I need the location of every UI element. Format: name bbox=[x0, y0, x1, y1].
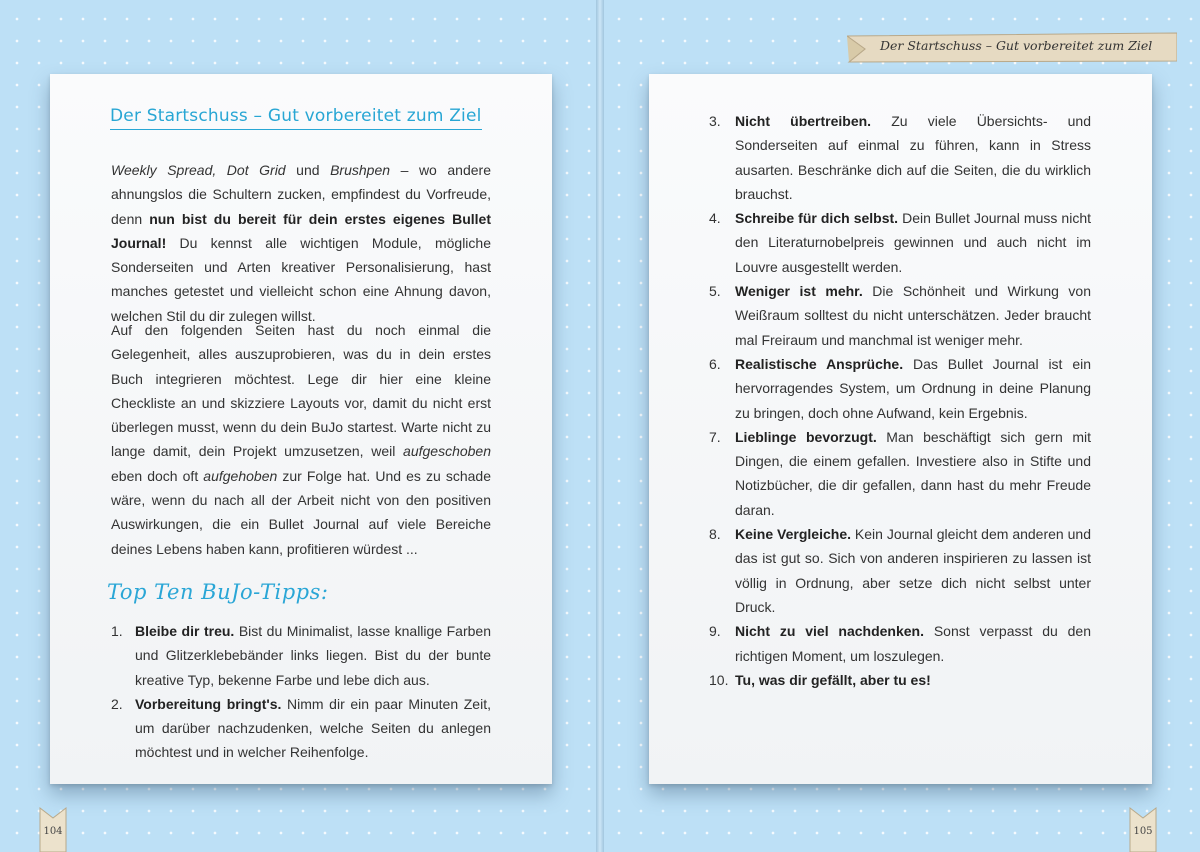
tip-title: Schreibe für dich selbst. bbox=[735, 210, 899, 227]
tip-number: 10. bbox=[709, 671, 729, 688]
para2-text-b: eben doch oft bbox=[111, 467, 204, 484]
tip-number: 2. bbox=[111, 695, 123, 712]
tip-title: Lieblinge bevorzugt. bbox=[735, 428, 877, 445]
tip-number: 6. bbox=[709, 355, 721, 372]
intro-paragraph bbox=[111, 158, 491, 328]
tip-title: Bleibe dir treu. bbox=[135, 623, 235, 639]
tip-text: Sonst verpasst du den richtigen Moment, um loszulegen. bbox=[735, 623, 1091, 664]
tips-heading: Top Ten BuJo-Tipps: bbox=[107, 580, 329, 604]
tip-title: Nicht übertreiben. bbox=[735, 113, 872, 129]
tips-list-left bbox=[111, 619, 491, 765]
tip-title: Tu, was dir gefällt, aber tu es! bbox=[735, 671, 931, 688]
intro-italic-brushpen: Brushpen bbox=[330, 162, 391, 178]
tip-number: 4. bbox=[709, 210, 721, 227]
page-title: Der Startschuss – Gut vorbereitet zum Ziel bbox=[110, 106, 482, 130]
tip-text: Zu viele Übersichts- und Sonderseiten auf einmal zu führen, kann in Stress ausarten. Beschränke dich auf die Seiten, die du wirklich brauchst. bbox=[735, 113, 1092, 202]
tip-number: 1. bbox=[111, 623, 123, 639]
intro-bold: nun bist du bereit für dein erstes eigenes Bullet Journal! bbox=[111, 210, 491, 251]
book-gutter bbox=[596, 0, 604, 852]
tip-number: 9. bbox=[709, 623, 721, 640]
tip-text: Dein Bullet Journal muss nicht den Literaturnobelpreis gewinnen und auch nicht im Louvre ausgestellt werden. bbox=[735, 210, 1091, 275]
list-item bbox=[111, 692, 491, 765]
intro-italic-lead: Weekly Spread, Dot Grid bbox=[111, 162, 286, 178]
intro-text-a: – wo andere ahnungslos die Schultern zucken, empfindest du Vorfreude, denn bbox=[111, 162, 491, 227]
list-item bbox=[709, 619, 1091, 668]
para2-text-a: Auf den folgenden Seiten hast du noch einmal die Gelegenheit, alles auszuprobieren, was du in dein erstes Buch integrieren möchtest. Lege dir hier eine kleine Checkliste an und skizziere Layouts vor, damit du nicht erst überlegen musst, wenn du dein BuJo startest. Warte nicht zu lange damit, dein Projekt umzusetzen, weil bbox=[111, 322, 491, 460]
list-item bbox=[709, 522, 1091, 619]
intro-text-b: Du kennst alle wichtigen Module, mögliche Sonderseiten und Arten kreativer Personalisierung, hast manches getestet und vielleicht schon eine Ahnung davon, welchen Stil du dir zulegen willst. bbox=[111, 234, 491, 324]
intro-und: und bbox=[285, 162, 331, 178]
para2-text-c: zur Folge hat. Und es zu schade wäre, wenn du nach all der Arbeit nicht von den positiven Auswirkungen, die ein Bullet Journal auf viele Bereiche deines Lebens haben kann, profitieren würdest ... bbox=[111, 467, 491, 557]
tip-number: 3. bbox=[709, 113, 721, 129]
tip-number: 7. bbox=[709, 428, 721, 445]
tip-text: Die Schönheit und Wirkung von Weißraum solltest du nicht unterschätzen. Jeder braucht mal Freiraum und manchmal ist weniger mehr. bbox=[735, 283, 1091, 348]
tip-text: Kein Journal gleicht dem anderen und das ist gut so. Sich von anderen inspirieren zu lassen ist völlig in Ordnung, aber setze dich nicht selbst unter Druck. bbox=[735, 526, 1091, 615]
para2-italic-1: aufgeschoben bbox=[403, 443, 491, 460]
list-item bbox=[111, 619, 491, 692]
tip-number: 5. bbox=[709, 283, 721, 300]
tip-number: 8. bbox=[709, 526, 721, 543]
page-number-left: 104 bbox=[43, 826, 63, 837]
tip-text: Das Bullet Journal ist ein hervorragendes System, um Ordnung in deine Planung zu bringen, doch ohne Aufwand, kein Ergebnis. bbox=[735, 355, 1092, 421]
tip-text: Man beschäftigt sich gern mit Dingen, die einem gefallen. Investiere also in Stifte und Notizbücher, die dir gefallen, dann hast du mehr Freude daran. bbox=[735, 428, 1091, 518]
list-item bbox=[709, 206, 1091, 279]
tips-list-right bbox=[709, 109, 1091, 692]
list-item bbox=[709, 425, 1091, 522]
tip-text: Bist du Minimalist, lasse knallige Farben und Glitzerklebebänder links liegen. Bist du der bunte kreative Typ, bekenne Farbe und lebe dich aus. bbox=[135, 623, 491, 688]
tip-title: Vorbereitung bringt's. bbox=[135, 695, 282, 712]
list-item bbox=[709, 279, 1091, 352]
list-item bbox=[709, 668, 1091, 692]
header-banner-title: Der Startschuss – Gut vorbereitet zum Ziel bbox=[880, 38, 1153, 53]
tip-title: Keine Vergleiche. bbox=[735, 526, 851, 543]
tip-title: Weniger ist mehr. bbox=[735, 283, 863, 300]
page-number-right: 105 bbox=[1133, 826, 1153, 837]
tip-text: Nimm dir ein paar Minuten Zeit, um darüber nachzudenken, welche Seiten du anlegen möchtest und in welcher Reihenfolge. bbox=[135, 695, 491, 761]
tip-title: Realistische Ansprüche. bbox=[735, 355, 904, 372]
list-item bbox=[709, 352, 1091, 425]
para2-italic-2: aufgehoben bbox=[203, 467, 278, 484]
tip-title: Nicht zu viel nachdenken. bbox=[735, 623, 924, 640]
list-item bbox=[709, 109, 1091, 206]
second-paragraph bbox=[111, 318, 491, 561]
